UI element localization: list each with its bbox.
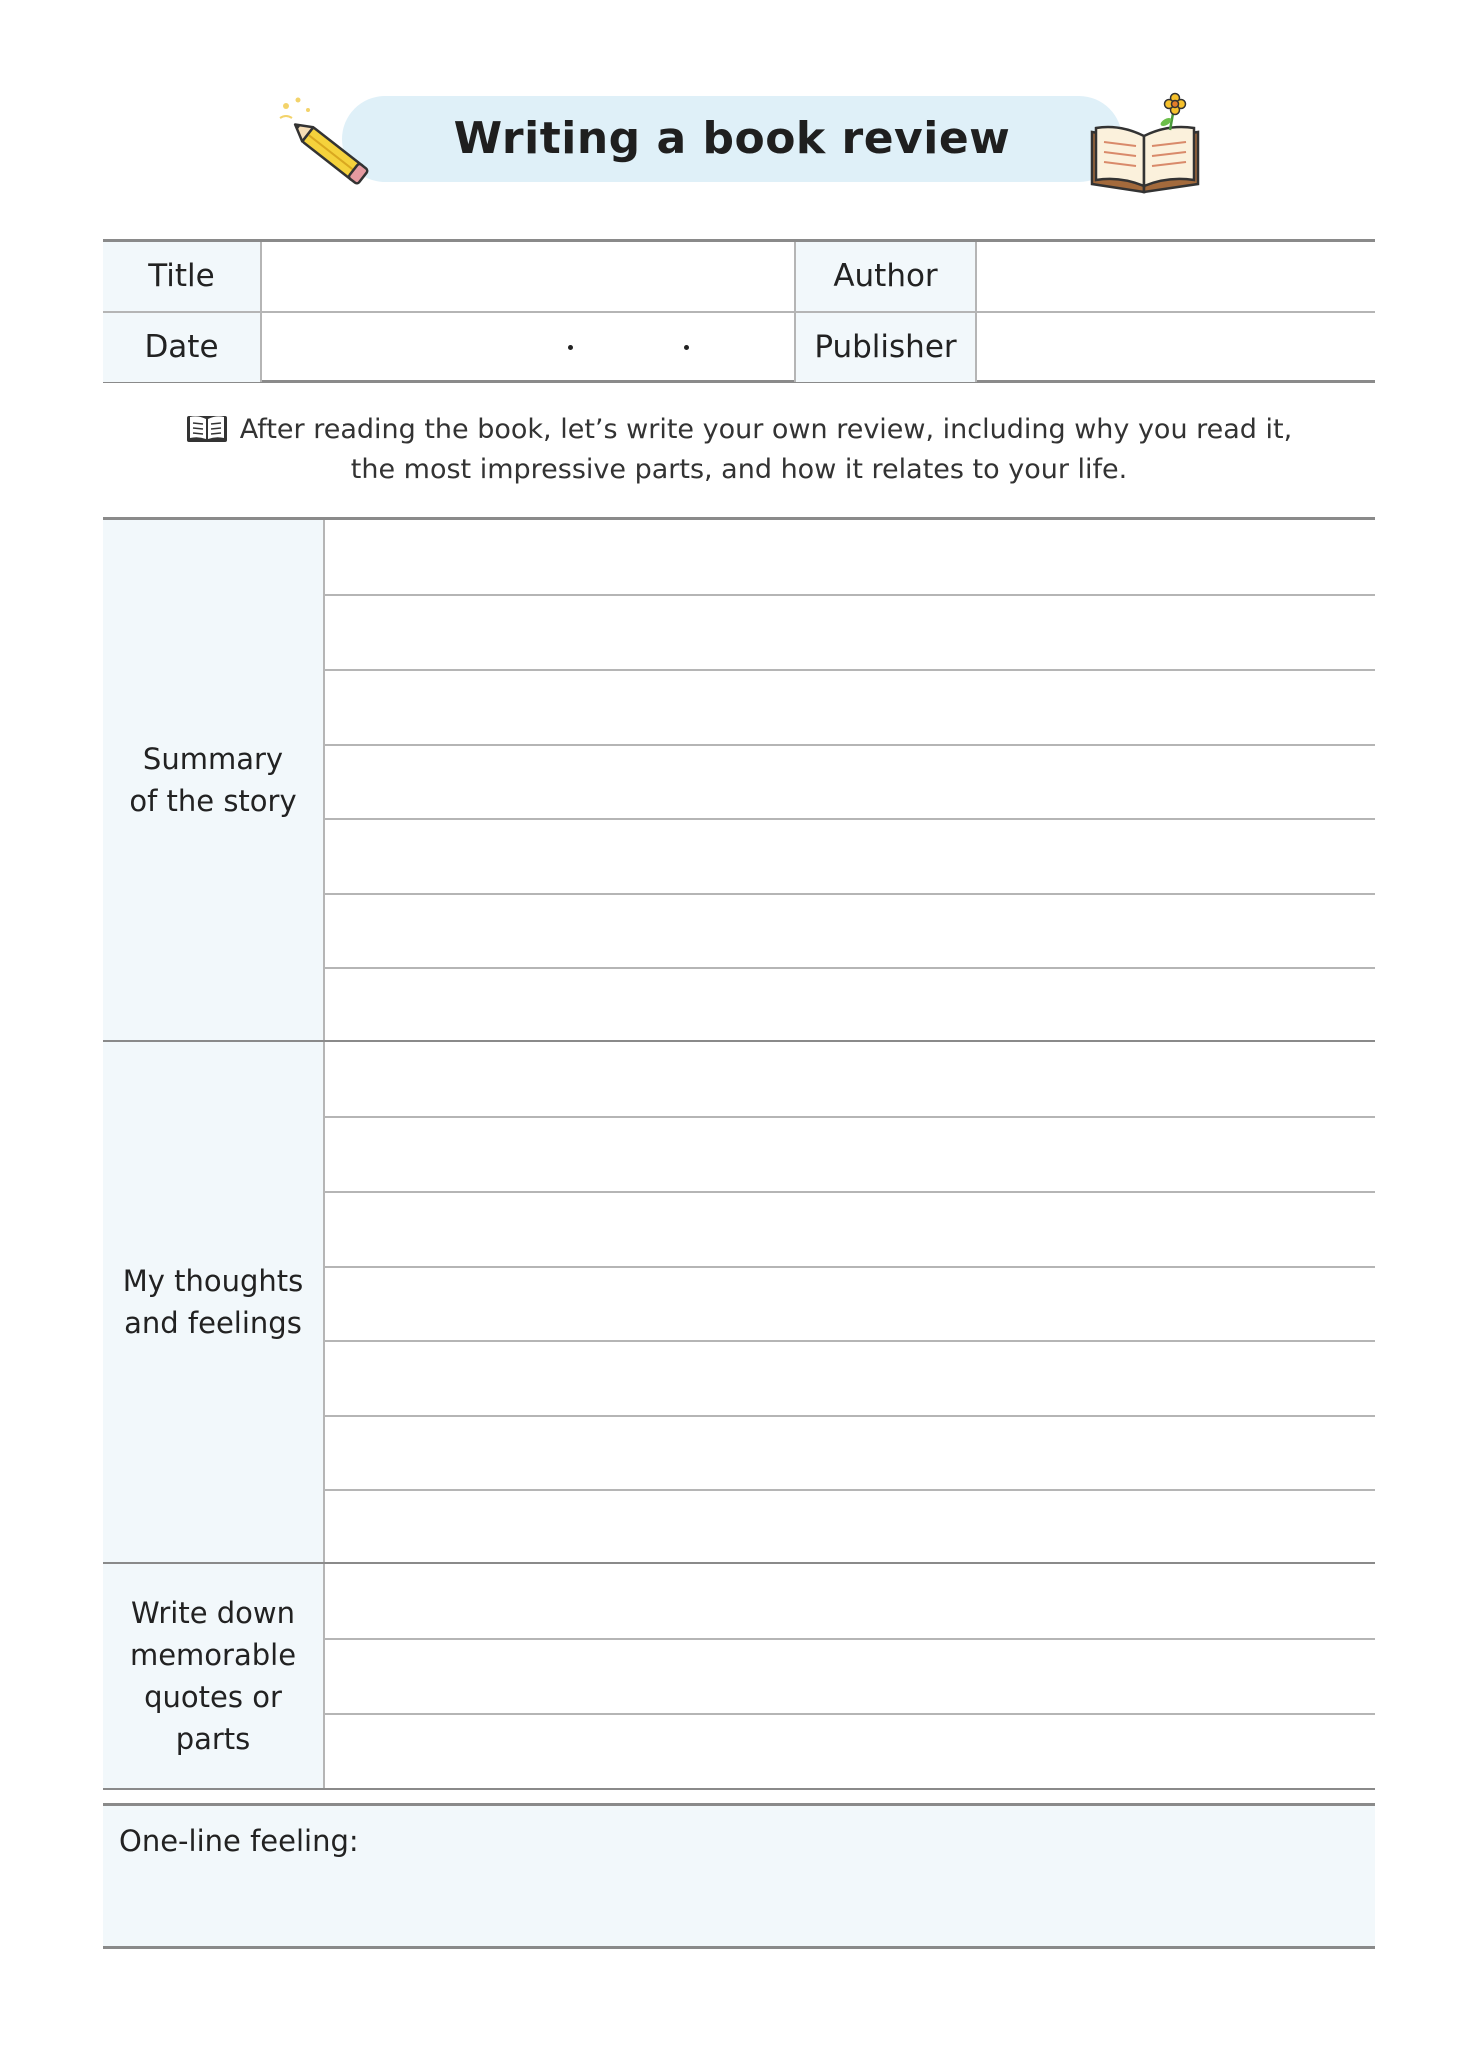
quotes-section [103, 1564, 1375, 1790]
summary-label [103, 520, 325, 1040]
author-label: Author [794, 242, 977, 311]
date-separator [684, 345, 689, 350]
publisher-field[interactable] [977, 313, 1375, 382]
writing-line [325, 1489, 1375, 1491]
thoughts-label [103, 1042, 325, 1562]
writing-line [325, 1713, 1375, 1715]
writing-line [325, 594, 1375, 596]
instruction-line-1: After reading the book, let’s write your own review, including why you read it, [239, 414, 1293, 445]
instruction-text [103, 410, 1375, 500]
thoughts-label-text: My thoughts and feelings [122, 1264, 304, 1340]
thoughts-writing-area[interactable] [325, 1042, 1375, 1562]
author-field[interactable] [977, 242, 1375, 311]
summary-label-text: Summary of the story [129, 742, 297, 818]
page-title: Writing a book review [453, 113, 1011, 164]
info-row-title-author [103, 242, 1375, 313]
writing-line [325, 1638, 1375, 1640]
writing-line [325, 1266, 1375, 1268]
publisher-label: Publisher [794, 313, 977, 382]
writing-line [325, 967, 1375, 969]
writing-line [325, 744, 1375, 746]
writing-line [325, 1191, 1375, 1193]
pencil-icon [272, 92, 392, 192]
quotes-writing-area[interactable] [325, 1564, 1375, 1788]
quotes-label [103, 1564, 325, 1788]
open-book-icon [186, 413, 228, 443]
title-field[interactable] [262, 242, 794, 311]
writing-line [325, 1415, 1375, 1417]
summary-writing-area[interactable] [325, 520, 1375, 1040]
writing-sections [103, 517, 1375, 1787]
writing-line [325, 818, 1375, 820]
writing-line [325, 669, 1375, 671]
date-field[interactable] [262, 313, 794, 382]
thoughts-section [103, 1042, 1375, 1564]
one-line-feeling-box[interactable] [103, 1803, 1375, 1949]
date-separator [568, 345, 573, 350]
title-label: Title [103, 242, 262, 311]
quotes-label-text: Write down memorable quotes or parts [129, 1596, 297, 1756]
date-label: Date [103, 313, 262, 382]
summary-section [103, 520, 1375, 1042]
open-book-flower-icon [1082, 92, 1212, 202]
header [0, 0, 1457, 220]
one-line-feeling-label: One-line feeling: [119, 1824, 359, 1858]
instruction-line-2: the most impressive parts, and how it relates to your life. [350, 454, 1128, 485]
info-row-date-publisher [103, 313, 1375, 382]
writing-line [325, 1116, 1375, 1118]
writing-line [325, 893, 1375, 895]
book-info-table [103, 239, 1375, 383]
writing-line [325, 1340, 1375, 1342]
